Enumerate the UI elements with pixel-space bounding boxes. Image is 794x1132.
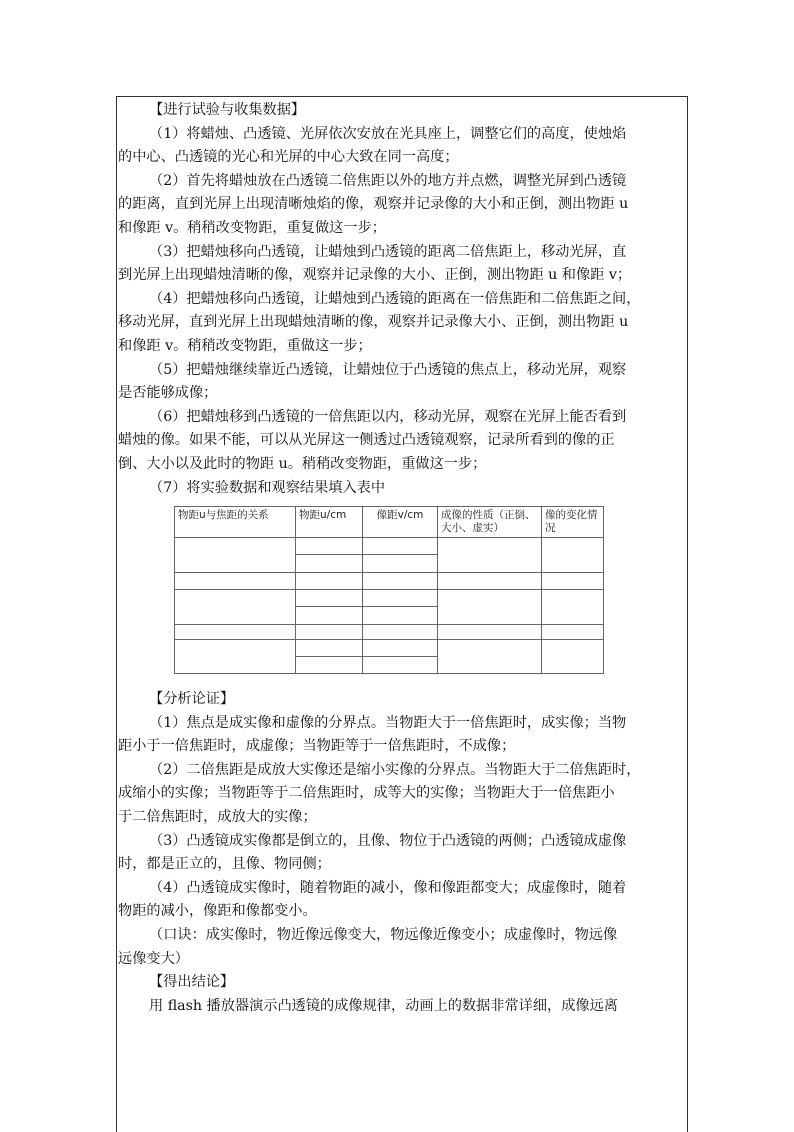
table-cell[interactable] xyxy=(362,606,438,625)
table-cell[interactable] xyxy=(437,589,542,625)
table-cell[interactable] xyxy=(174,572,296,590)
analysis-line: （2）二倍焦距是成放大实像还是缩小实像的分界点。当物距大于二倍焦距时， xyxy=(149,761,641,778)
step-line: 的中心、凸透镜的光心和光屏的中心大致在同一高度； xyxy=(118,149,459,166)
table-cell[interactable] xyxy=(541,639,604,674)
conclusion-heading: 【得出结论】 xyxy=(149,974,235,991)
table-cell[interactable] xyxy=(295,656,363,674)
analysis-line: 远像变大） xyxy=(118,950,189,967)
header-image-change: 像的变化情况 xyxy=(541,506,604,538)
table-cell[interactable] xyxy=(362,554,438,573)
table-cell[interactable] xyxy=(437,537,542,573)
analysis-line: （3）凸透镜成实像都是倒立的，且像、物位于凸透镜的两侧；凸透镜成虚像 xyxy=(149,832,627,849)
analysis-line: （4）凸透镜成实像时，随着物距的减小，像和像距都变大；成虚像时，随着 xyxy=(149,879,627,896)
analysis-line: 物距的减小，像距和像都变小。 xyxy=(118,903,317,920)
table-cell[interactable] xyxy=(295,537,363,555)
experiment-heading: 【进行试验与收集数据】 xyxy=(149,102,306,118)
step-line: （2）首先将蜡烛放在凸透镜二倍焦距以外的地方并点燃，调整光屏到凸透镜 xyxy=(149,172,627,189)
table-cell[interactable] xyxy=(174,589,296,625)
step-line: （1）将蜡烛、凸透镜、光屏依次安放在光具座上，调整它们的高度，使烛焰 xyxy=(149,125,627,142)
step-line: （6）把蜡烛移到凸透镜的一倍焦距以内，移动光屏，观察在光屏上能否看到 xyxy=(149,408,627,425)
step-line: 蜡烛的像。如果不能，可以从光屏这一侧透过凸透镜观察，记录所看到的像的正 xyxy=(118,432,615,449)
table-cell[interactable] xyxy=(362,624,438,640)
table-cell[interactable] xyxy=(437,624,542,640)
table-cell[interactable] xyxy=(174,537,296,573)
analysis-line: 时，都是正立的，且像、物同侧； xyxy=(118,856,331,873)
step-line: （4）把蜡烛移向凸透镜，让蜡烛到凸透镜的距离在一倍焦距和二倍焦距之间， xyxy=(149,290,641,307)
step-line: （3）把蜡烛移向凸透镜，让蜡烛到凸透镜的距离二倍焦距上，移动光屏，直 xyxy=(149,243,627,260)
table-cell[interactable] xyxy=(541,589,604,625)
table-cell[interactable] xyxy=(362,537,438,555)
analysis-section xyxy=(118,688,684,1018)
step-line: 移动光屏，直到光屏上出现蜡烛清晰的像，观察并记录像大小、正倒，测出物距 u xyxy=(118,314,629,331)
table-cell[interactable] xyxy=(295,589,363,607)
header-object-distance: 物距u/cm xyxy=(295,506,363,538)
table-cell[interactable] xyxy=(541,537,604,573)
conclusion-line: 用 flash 播放器演示凸透镜的成像规律，动画上的数据非常详细，成像远离 xyxy=(149,997,618,1014)
step-line: 到光屏上出现蜡烛清晰的像，观察并记录像的大小、正倒，测出物距 u 和像距 v； xyxy=(118,267,632,284)
table-cell[interactable] xyxy=(295,606,363,625)
table-cell[interactable] xyxy=(437,639,542,674)
table-cell[interactable] xyxy=(295,554,363,573)
table-cell[interactable] xyxy=(541,572,604,590)
table-cell[interactable] xyxy=(541,624,604,640)
table-cell[interactable] xyxy=(362,572,438,590)
analysis-line: 成缩小的实像；当物距等于二倍焦距时，成等大的实像；当物距大于一倍焦距小 xyxy=(118,785,615,802)
analysis-line: （口诀：成实像时，物近像远像变大，物远像近像变小；成虚像时，物远像 xyxy=(149,926,618,943)
header-image-distance: 像距v/cm xyxy=(362,506,438,538)
table-cell[interactable] xyxy=(295,639,363,657)
table-cell[interactable] xyxy=(362,639,438,657)
table-cell[interactable] xyxy=(295,572,363,590)
experiment-section xyxy=(118,99,684,500)
analysis-line: 距小于一倍焦距时，成虚像；当物距等于一倍焦距时，不成像； xyxy=(118,738,516,755)
table-cell[interactable] xyxy=(174,639,296,674)
analysis-line: 于二倍焦距时，成放大的实像； xyxy=(118,808,317,825)
analysis-line: （1）焦点是成实像和虚像的分界点。当物距大于一倍焦距时，成实像；当物 xyxy=(149,714,627,731)
analysis-heading: 【分析论证】 xyxy=(149,691,235,707)
table-cell[interactable] xyxy=(295,624,363,640)
table-cell[interactable] xyxy=(362,656,438,674)
step-line: 倒、大小以及此时的物距 u。稍稍改变物距，重做这一步； xyxy=(118,455,487,472)
header-image-nature: 成像的性质（正倒、大小、虚实） xyxy=(437,506,542,538)
step-line: 是否能够成像； xyxy=(118,385,218,402)
step-line: 和像距 v。稍稍改变物距，重复做这一步； xyxy=(118,219,386,236)
table-cell[interactable] xyxy=(437,572,542,590)
step-line: 的距离，直到光屏上出现清晰烛焰的像，观察并记录像的大小和正倒，测出物距 u xyxy=(118,196,629,213)
table-cell[interactable] xyxy=(362,589,438,607)
step-line: （5）把蜡烛继续靠近凸透镜，让蜡烛位于凸透镜的焦点上，移动光屏，观察 xyxy=(149,361,627,378)
header-relation: 物距u与焦距的关系 xyxy=(174,506,296,538)
table-cell[interactable] xyxy=(174,624,296,640)
data-table xyxy=(174,506,604,674)
step-line: （7）将实验数据和观察结果填入表中 xyxy=(149,479,386,496)
step-line: 和像距 v。稍稍改变物距，重做这一步； xyxy=(118,337,372,354)
